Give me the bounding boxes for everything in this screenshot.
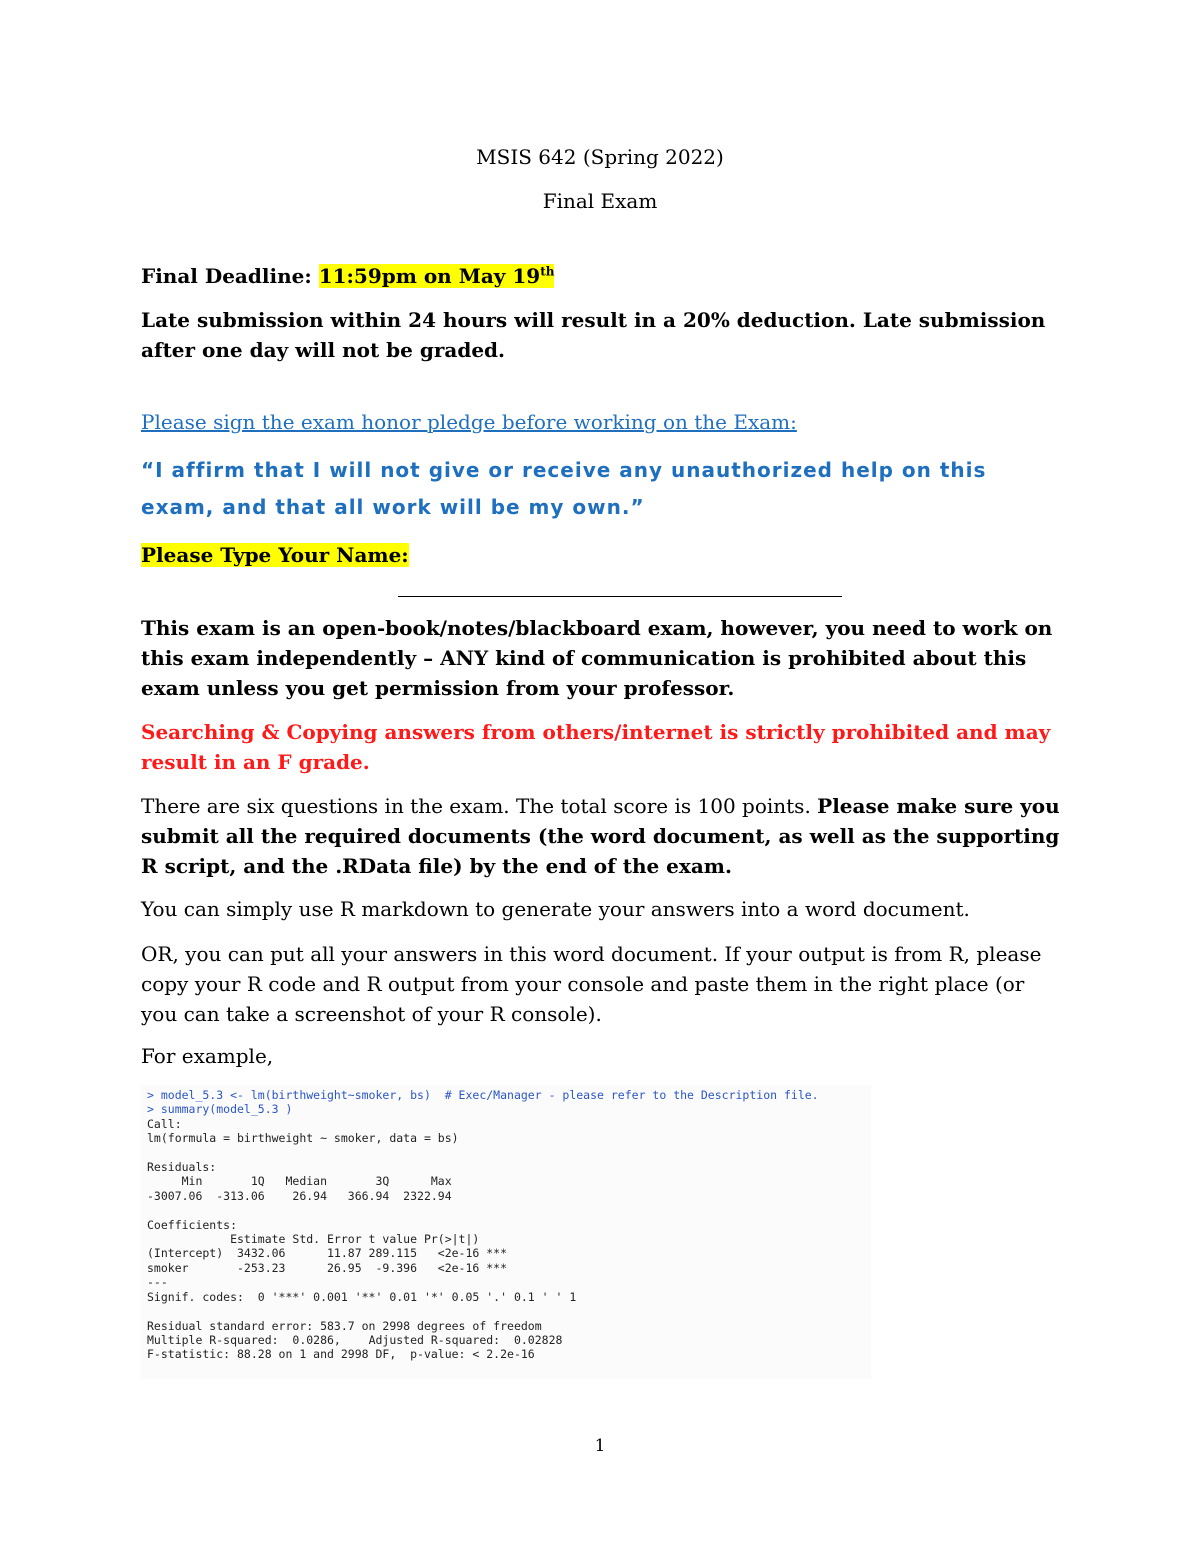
course-title: MSIS 642 (Spring 2022) bbox=[476, 145, 724, 169]
alternative-instruction: OR, you can put all your answers in this word document. If your output is from R, please copy your R code and R output from your console and paste them in the right place (or you can take a screenshot of your R console). bbox=[141, 942, 1042, 1026]
example-intro: For example, bbox=[141, 1044, 274, 1068]
r-console-screenshot bbox=[141, 1085, 871, 1379]
markdown-instruction: You can simply use R markdown to generate your answers into a word document. bbox=[141, 897, 970, 921]
late-policy: Late submission within 24 hours will result in a 20% deduction. Late submission after one day will not be graded. bbox=[141, 308, 1046, 362]
name-signature-line[interactable] bbox=[398, 596, 842, 597]
plagiarism-warning: Searching & Copying answers from others/internet is strictly prohibited and may result in an F grade. bbox=[141, 720, 1051, 774]
honor-pledge-text: “I affirm that I will not give or receive any unauthorized help on this exam, and that all work will be my own.” bbox=[141, 458, 987, 519]
page-number: 1 bbox=[594, 1436, 606, 1456]
deadline-value: 11:59pm on May 19th bbox=[318, 264, 555, 288]
console-command-2: > summary(model_5.3 ) bbox=[147, 1102, 293, 1117]
honor-pledge-link[interactable]: Please sign the exam honor pledge before working on the Exam: bbox=[141, 410, 797, 434]
open-book-rules: This exam is an open-book/notes/blackboard exam, however, you need to work on this exam independently – ANY kind of communication is prohibited about this exam unless you get permission from your professor. bbox=[141, 616, 1053, 700]
exam-title: Final Exam bbox=[542, 189, 658, 213]
console-output: Call: lm(formula = birthweight ~ smoker, data = bs) Residuals: Min 1Q Median 3Q Max -3007.06 -313.06 26.94 366.94 2322.94 Coefficients: Estimate Std. Error t value Pr(>|t|) (Intercept) 3432.06 11.87 289.115 <2e-16 *** smoker -253.23 26.95 -9.396 <2e-16 *** --- Signif. codes: 0 '***' 0.001 '**' 0.01 '*' 0.05 '.' 0.1 ' ' 1 Residual standard error: 583.7 on 2998 degrees of freedom Multiple R-squared: 0.0286, Adjusted R-squared: 0.02828 F-statistic: 88.28 on 1 and 2998 DF, p-value: < 2.2e-16 bbox=[147, 1116, 577, 1362]
console-command-1: > model_5.3 <- lm(birthweight~smoker, bs) # Exec/Manager - please refer to the Description file. bbox=[147, 1088, 819, 1102]
submission-instructions: There are six questions in the exam. The total score is 100 points. Please make sure you submit all the required documents (the word document, as well as the supporting R script, and the .RData file) by the end of the exam. bbox=[141, 794, 1060, 878]
deadline-label: Final Deadline: bbox=[141, 264, 319, 288]
deadline-line bbox=[141, 261, 1061, 291]
name-prompt: Please Type Your Name: bbox=[141, 543, 409, 567]
